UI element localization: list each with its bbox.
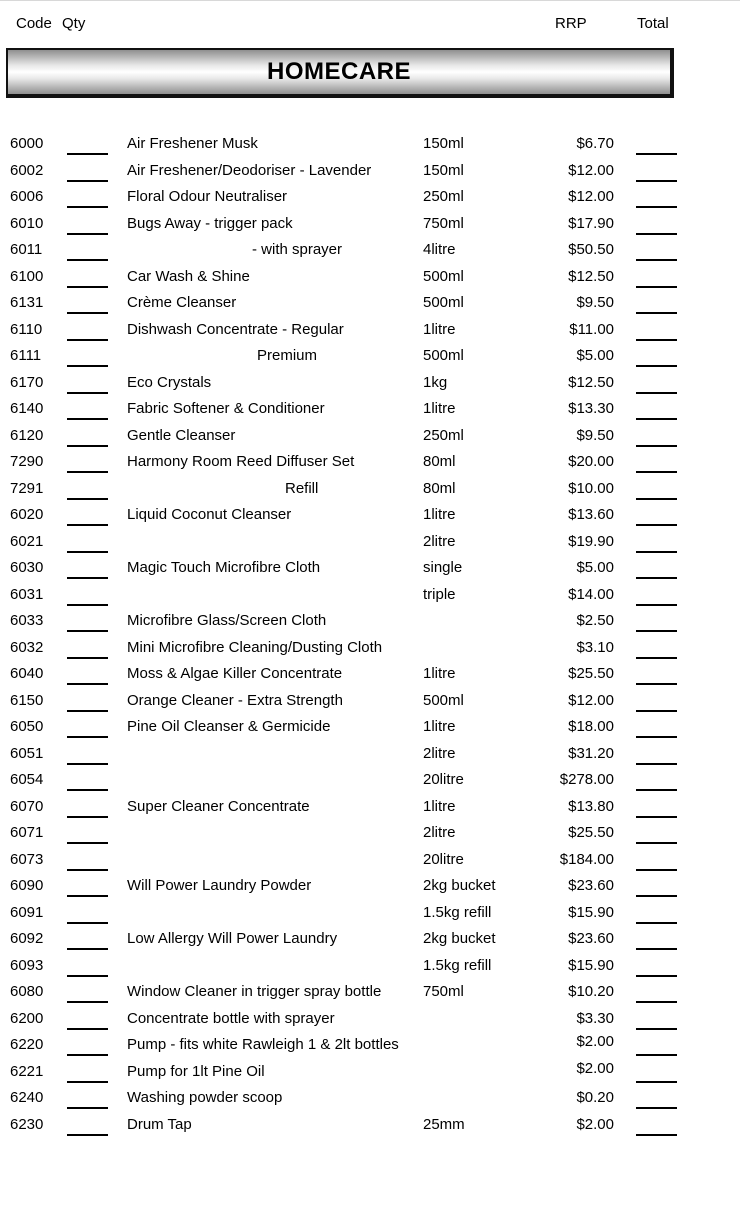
product-code: 6100: [10, 267, 44, 285]
product-code: 6006: [10, 188, 44, 205]
product-row: [0, 291, 740, 318]
product-description: Pump - fits white Rawleigh 1 & 2lt bottles: [127, 1036, 399, 1053]
product-size: 150ml: [423, 135, 464, 152]
total-entry-line[interactable]: [636, 180, 677, 182]
top-border: [0, 0, 740, 1]
product-rrp: $14.00: [568, 585, 614, 603]
product-code: 6033: [10, 612, 44, 629]
product-size: 750ml: [423, 983, 464, 1000]
total-entry-line[interactable]: [636, 1107, 677, 1109]
product-rrp: $15.90: [568, 956, 614, 974]
total-entry-line[interactable]: [636, 657, 677, 659]
total-entry-line[interactable]: [636, 339, 677, 341]
product-row: [0, 1086, 740, 1113]
product-size: 2litre: [423, 532, 456, 550]
product-rrp: $278.00: [559, 771, 614, 788]
qty-entry-line[interactable]: [67, 551, 108, 553]
product-description: Liquid Coconut Cleanser: [127, 506, 292, 523]
total-entry-line[interactable]: [636, 842, 677, 844]
product-code: 6040: [10, 665, 44, 682]
product-code: 6140: [10, 400, 44, 417]
qty-entry-line[interactable]: [67, 180, 108, 182]
product-rrp: $25.50: [568, 824, 614, 841]
product-description: Moss & Algae Killer Concentrate: [127, 665, 343, 682]
product-row: [0, 344, 740, 371]
section-banner: [6, 48, 674, 98]
product-row: [0, 530, 740, 557]
product-code: 6073: [10, 850, 44, 868]
product-rrp: $3.10: [576, 638, 614, 656]
product-rrp: $31.20: [568, 744, 614, 762]
qty-entry-line[interactable]: [67, 710, 108, 712]
total-entry-line[interactable]: [636, 498, 677, 500]
qty-entry-line[interactable]: [67, 1134, 108, 1136]
product-rrp: $2.00: [576, 1115, 614, 1133]
product-description: Magic Touch Microfibre Cloth: [127, 559, 321, 576]
total-entry-line[interactable]: [636, 736, 677, 738]
product-rrp: $6.70: [576, 135, 614, 152]
total-entry-line[interactable]: [636, 763, 677, 765]
product-description: Super Cleaner Concentrate: [127, 797, 310, 815]
product-size: 500ml: [423, 294, 464, 311]
product-rrp: $50.50: [568, 241, 614, 258]
product-code: 6020: [10, 506, 44, 523]
qty-entry-line[interactable]: [67, 445, 108, 447]
product-row: [0, 636, 740, 663]
product-size: 1litre: [423, 506, 456, 523]
qty-entry-line[interactable]: [67, 922, 108, 924]
product-size: 80ml: [423, 479, 456, 497]
product-description: Low Allergy Will Power Laundry: [127, 930, 338, 947]
product-description: - with sprayer: [252, 241, 343, 258]
product-code: 6111: [10, 347, 42, 364]
product-row: [0, 132, 740, 159]
product-row: [0, 980, 740, 1007]
product-rrp: $15.90: [568, 903, 614, 921]
product-size: 2litre: [423, 744, 456, 762]
qty-entry-line[interactable]: [67, 498, 108, 500]
product-size: 25mm: [423, 1115, 465, 1133]
qty-entry-line[interactable]: [67, 339, 108, 341]
product-rrp: $3.30: [576, 1009, 614, 1027]
product-row: [0, 768, 740, 795]
total-entry-line[interactable]: [636, 710, 677, 712]
product-row: [0, 265, 740, 292]
product-code: 6070: [10, 797, 44, 815]
product-code: 6120: [10, 426, 44, 444]
product-description: Premium: [257, 347, 318, 364]
product-code: 6054: [10, 771, 44, 788]
total-entry-line[interactable]: [636, 1054, 677, 1056]
product-size: 1.5kg refill: [423, 956, 492, 974]
total-entry-line[interactable]: [636, 869, 677, 871]
product-description: Eco Crystals: [127, 373, 212, 391]
product-row: [0, 185, 740, 212]
product-rrp: $9.50: [576, 426, 614, 444]
total-entry-line[interactable]: [636, 233, 677, 235]
product-code: 6071: [10, 824, 44, 841]
product-row: [0, 927, 740, 954]
product-size: 1litre: [423, 400, 456, 417]
product-row: [0, 371, 740, 398]
qty-entry-line[interactable]: [67, 365, 108, 367]
product-code: 6221: [10, 1062, 44, 1080]
product-description: Air Freshener Musk: [127, 135, 258, 152]
product-row: [0, 318, 740, 345]
product-size: 1litre: [423, 320, 456, 338]
product-row: [0, 424, 740, 451]
product-code: 6051: [10, 744, 44, 762]
product-code: 6220: [10, 1036, 44, 1053]
product-description: Fabric Softener & Conditioner: [127, 400, 325, 417]
product-code: 6170: [10, 373, 44, 391]
product-rrp: $13.30: [568, 400, 614, 417]
product-code: 6110: [10, 320, 43, 338]
product-rrp: $2.50: [576, 612, 614, 629]
product-rrp: $2.00: [576, 1033, 614, 1050]
product-size: 20litre: [423, 850, 464, 868]
product-row: [0, 1007, 740, 1034]
qty-entry-line[interactable]: [67, 1107, 108, 1109]
product-list: [0, 132, 740, 1139]
product-row: [0, 901, 740, 928]
product-code: 6093: [10, 956, 44, 974]
qty-entry-line[interactable]: [67, 392, 108, 394]
product-description: Orange Cleaner - Extra Strength: [127, 691, 343, 709]
product-size: triple: [423, 585, 456, 603]
qty-entry-line[interactable]: [67, 869, 108, 871]
product-rrp: $13.60: [568, 506, 614, 523]
product-size: 2kg bucket: [423, 877, 496, 894]
product-row: [0, 795, 740, 822]
product-code: 6032: [10, 638, 44, 656]
total-entry-line[interactable]: [636, 312, 677, 314]
product-rrp: $10.20: [568, 983, 614, 1000]
total-entry-line[interactable]: [636, 922, 677, 924]
product-description: Pine Oil Cleanser & Germicide: [127, 718, 331, 735]
product-code: 6002: [10, 161, 44, 179]
qty-entry-line[interactable]: [67, 418, 108, 420]
qty-entry-line[interactable]: [67, 683, 108, 685]
product-row: [0, 503, 740, 530]
qty-entry-line[interactable]: [67, 789, 108, 791]
qty-entry-line[interactable]: [67, 763, 108, 765]
product-rrp: $184.00: [559, 850, 614, 868]
product-row: [0, 1033, 740, 1060]
total-entry-line[interactable]: [636, 816, 677, 818]
qty-entry-line[interactable]: [67, 471, 108, 473]
column-header-rrp: RRP: [555, 15, 587, 32]
product-description: Washing powder scoop: [127, 1089, 283, 1106]
total-entry-line[interactable]: [636, 471, 677, 473]
column-header-total: Total: [637, 15, 669, 32]
total-entry-line[interactable]: [636, 286, 677, 288]
qty-entry-line[interactable]: [67, 842, 108, 844]
product-size: 750ml: [423, 214, 464, 232]
product-rrp: $19.90: [568, 532, 614, 550]
qty-entry-line[interactable]: [67, 312, 108, 314]
qty-entry-line[interactable]: [67, 948, 108, 950]
product-row: [0, 689, 740, 716]
product-rrp: $10.00: [568, 479, 614, 497]
product-rrp: $23.60: [568, 930, 614, 947]
product-row: [0, 848, 740, 875]
product-rrp: $12.00: [568, 188, 614, 205]
product-size: 500ml: [423, 691, 464, 709]
qty-entry-line[interactable]: [67, 233, 108, 235]
product-description: Microfibre Glass/Screen Cloth: [127, 612, 327, 629]
product-description: Gentle Cleanser: [127, 426, 236, 444]
total-entry-line[interactable]: [636, 948, 677, 950]
qty-entry-line[interactable]: [67, 657, 108, 659]
product-code: 6030: [10, 559, 44, 576]
qty-entry-line[interactable]: [67, 1001, 108, 1003]
qty-entry-line[interactable]: [67, 895, 108, 897]
product-row: [0, 397, 740, 424]
product-size: 500ml: [423, 267, 464, 285]
product-size: 4litre: [423, 241, 456, 258]
total-entry-line[interactable]: [636, 259, 677, 261]
product-size: 2kg bucket: [423, 930, 496, 947]
product-code: 6200: [10, 1009, 44, 1027]
qty-entry-line[interactable]: [67, 524, 108, 526]
product-code: 6050: [10, 718, 44, 735]
qty-entry-line[interactable]: [67, 286, 108, 288]
column-header-code: Code: [16, 15, 52, 32]
product-code: 6150: [10, 691, 44, 709]
product-description: Air Freshener/Deodoriser - Lavender: [127, 161, 372, 179]
product-row: [0, 1113, 740, 1140]
product-rrp: $12.00: [568, 161, 614, 179]
total-entry-line[interactable]: [636, 1001, 677, 1003]
product-description: Concentrate bottle with sprayer: [127, 1009, 335, 1027]
product-code: 6021: [10, 532, 44, 550]
product-row: [0, 1060, 740, 1087]
product-size: 1.5kg refill: [423, 903, 492, 921]
product-row: [0, 212, 740, 239]
qty-entry-line[interactable]: [67, 1081, 108, 1083]
product-row: [0, 609, 740, 636]
qty-entry-line[interactable]: [67, 259, 108, 261]
product-row: [0, 450, 740, 477]
product-size: 1litre: [423, 665, 456, 682]
qty-entry-line[interactable]: [67, 816, 108, 818]
product-description: Floral Odour Neutraliser: [127, 188, 288, 205]
product-rrp: $23.60: [568, 877, 614, 894]
product-size: 1litre: [423, 797, 456, 815]
product-description: Will Power Laundry Powder: [127, 877, 312, 894]
product-code: 6230: [10, 1115, 44, 1133]
product-code: 6080: [10, 983, 44, 1000]
total-entry-line[interactable]: [636, 604, 677, 606]
product-size: 250ml: [423, 188, 464, 205]
total-entry-line[interactable]: [636, 895, 677, 897]
product-row: [0, 477, 740, 504]
total-entry-line[interactable]: [636, 418, 677, 420]
qty-entry-line[interactable]: [67, 604, 108, 606]
product-description: Crème Cleanser: [127, 294, 237, 311]
total-entry-line[interactable]: [636, 206, 677, 208]
product-row: [0, 954, 740, 981]
product-description: Dishwash Concentrate - Regular: [127, 320, 344, 338]
qty-entry-line[interactable]: [67, 736, 108, 738]
product-row: [0, 159, 740, 186]
product-row: [0, 662, 740, 689]
product-code: 6091: [10, 903, 44, 921]
product-size: 2litre: [423, 824, 456, 841]
product-rrp: $12.00: [568, 691, 614, 709]
total-entry-line[interactable]: [636, 975, 677, 977]
product-rrp: $25.50: [568, 665, 614, 682]
product-description: Pump for 1lt Pine Oil: [127, 1062, 265, 1080]
total-entry-line[interactable]: [636, 1081, 677, 1083]
product-row: [0, 821, 740, 848]
product-size: 250ml: [423, 426, 464, 444]
total-entry-line[interactable]: [636, 551, 677, 553]
product-description: Harmony Room Reed Diffuser Set: [127, 453, 355, 470]
qty-entry-line[interactable]: [67, 153, 108, 155]
total-entry-line[interactable]: [636, 445, 677, 447]
product-description: Refill: [285, 479, 319, 497]
product-size: 80ml: [423, 453, 456, 470]
product-row: [0, 715, 740, 742]
product-rrp: $12.50: [568, 373, 614, 391]
total-entry-line[interactable]: [636, 1134, 677, 1136]
product-code: 6131: [10, 294, 44, 311]
product-code: 6031: [10, 585, 44, 603]
product-rrp: $2.00: [576, 1059, 614, 1077]
product-code: 7291: [10, 479, 44, 497]
product-row: [0, 742, 740, 769]
product-code: 6090: [10, 877, 44, 894]
product-rrp: $5.00: [576, 559, 614, 576]
product-description: Bugs Away - trigger pack: [127, 214, 293, 232]
product-size: 1litre: [423, 718, 456, 735]
product-code: 6240: [10, 1089, 44, 1106]
column-header-qty: Qty: [62, 15, 86, 32]
product-code: 6092: [10, 930, 44, 947]
product-code: 6000: [10, 135, 44, 152]
qty-entry-line[interactable]: [67, 630, 108, 632]
total-entry-line[interactable]: [636, 1028, 677, 1030]
product-code: 6011: [10, 241, 43, 258]
product-row: [0, 583, 740, 610]
product-description: Car Wash & Shine: [127, 267, 250, 285]
product-size: 500ml: [423, 347, 464, 364]
product-row: [0, 556, 740, 583]
qty-entry-line[interactable]: [67, 206, 108, 208]
product-code: 7290: [10, 453, 44, 470]
product-code: 6010: [10, 214, 44, 232]
section-title: HOMECARE: [266, 58, 411, 85]
total-entry-line[interactable]: [636, 365, 677, 367]
product-description: Window Cleaner in trigger spray bottle: [127, 983, 382, 1000]
product-description: Mini Microfibre Cleaning/Dusting Cloth: [127, 638, 383, 656]
product-rrp: $5.00: [576, 347, 614, 364]
product-size: 1kg: [423, 373, 448, 391]
product-size: single: [423, 559, 463, 576]
product-rrp: $11.00: [569, 320, 614, 338]
product-size: 150ml: [423, 161, 464, 179]
product-rrp: $0.20: [576, 1089, 614, 1106]
product-row: [0, 238, 740, 265]
qty-entry-line[interactable]: [67, 975, 108, 977]
total-entry-line[interactable]: [636, 683, 677, 685]
qty-entry-line[interactable]: [67, 1028, 108, 1030]
product-rrp: $13.80: [568, 797, 614, 815]
product-rrp: $12.50: [568, 267, 614, 285]
total-entry-line[interactable]: [636, 630, 677, 632]
total-entry-line[interactable]: [636, 392, 677, 394]
total-entry-line[interactable]: [636, 524, 677, 526]
product-rrp: $18.00: [568, 718, 614, 735]
product-description: Drum Tap: [127, 1115, 192, 1133]
product-size: 20litre: [423, 771, 464, 788]
qty-entry-line[interactable]: [67, 577, 108, 579]
qty-entry-line[interactable]: [67, 1054, 108, 1056]
product-rrp: $9.50: [576, 294, 614, 311]
total-entry-line[interactable]: [636, 577, 677, 579]
total-entry-line[interactable]: [636, 153, 677, 155]
product-rrp: $20.00: [568, 453, 614, 470]
total-entry-line[interactable]: [636, 789, 677, 791]
product-rrp: $17.90: [568, 214, 614, 232]
product-row: [0, 874, 740, 901]
